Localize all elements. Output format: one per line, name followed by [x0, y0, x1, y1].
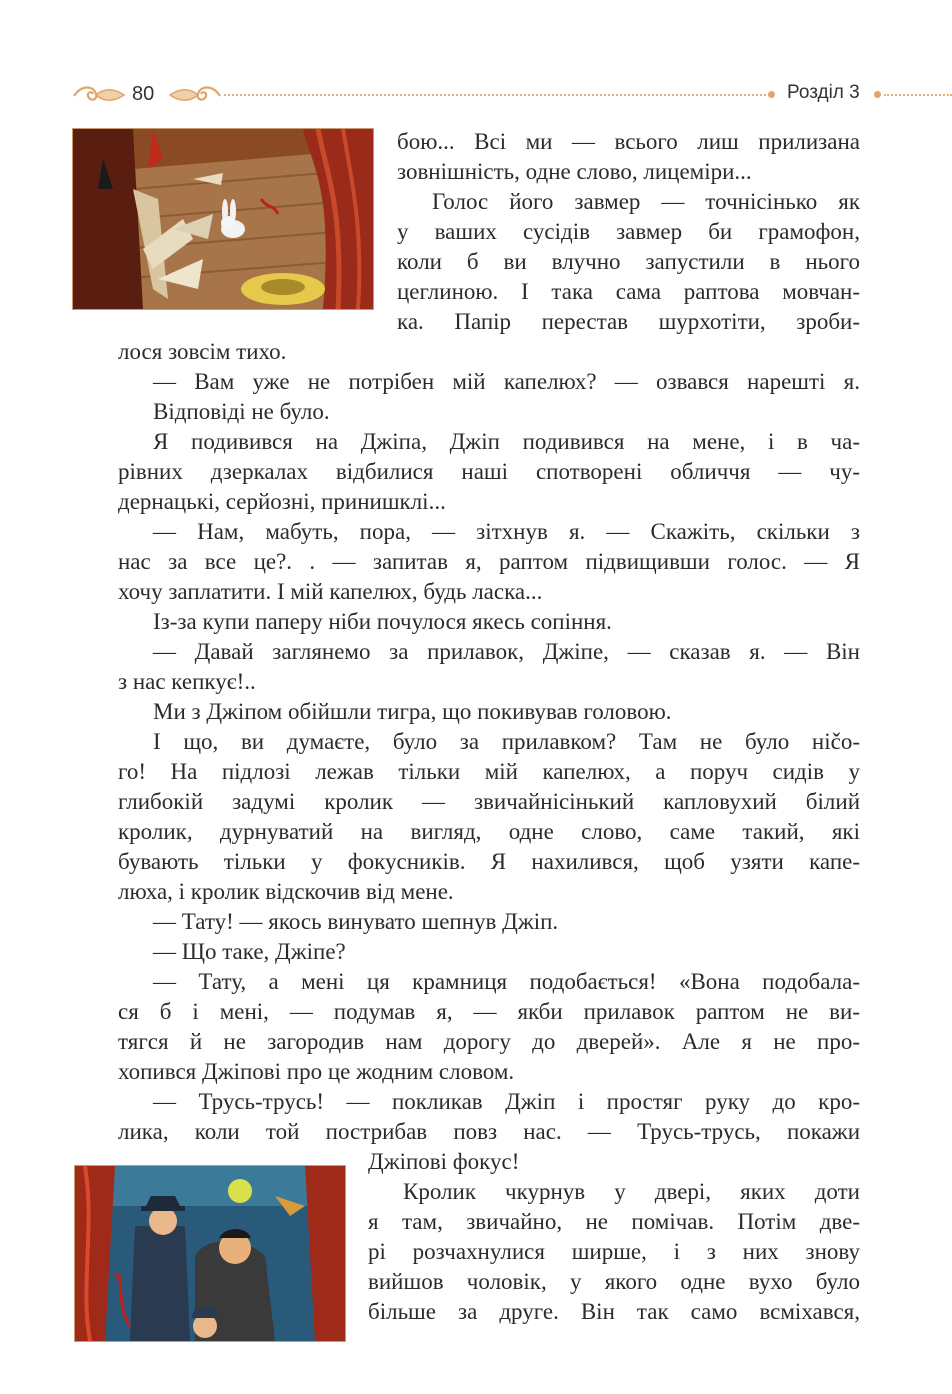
text-line: ка. Папір перестав шурхотіти, зроби-	[397, 309, 860, 334]
text-line: цеглиною. І така сама раптова мовчан-	[397, 279, 860, 304]
text-line: Джіпові фокус!	[368, 1149, 520, 1174]
text-line: Із-за купи паперу ніби почулося якесь сопіння.	[153, 609, 612, 634]
text-line: з нас кепкує!..	[118, 669, 256, 694]
text-line: го! На підлозі лежав тільки мій капелюх, а поруч сидів у	[118, 759, 860, 784]
text-line: бою... Всі ми — всього лиш прилизана	[397, 129, 860, 154]
text-line: Відповіді не було.	[153, 399, 330, 424]
page-number: 80	[132, 83, 155, 105]
text-line: у ваших сусідів завмер би грамофон,	[397, 219, 860, 244]
text-line: рівних дзеркалах відбилися наші спотворені обличчя — чу-	[118, 459, 860, 484]
text-line: кролик, дурнуватий на вигляд, одне слово, саме такий, які	[118, 819, 860, 844]
text-line: хочу заплатити. І мій капелюх, будь ласка...	[118, 579, 543, 604]
text-line: дернацькі, серйозні, принишклі...	[118, 489, 446, 514]
text-line: Я подивився на Джіпа, Джіп подивився на мене, і в ча-	[153, 429, 860, 454]
text-line: Кролик чкурнув у двері, яких доти	[403, 1179, 860, 1204]
text-line: коли б ви влучно запустили в нього	[397, 249, 860, 274]
text-line: лика, коли той пострибав повз нас. — Трусь-трусь, покажи	[118, 1119, 860, 1144]
text-line: — Тату, а мені ця крамниця подобається! «Вона подобала-	[153, 969, 860, 994]
text-line: — Тату! — якось винувато шепнув Джіп.	[153, 909, 559, 934]
text-line: — Вам уже не потрібен мій капелюх? — озвався нарешті я.	[153, 369, 860, 394]
text-line: І що, ви думаєте, було за прилавком? Там не було ніčо-	[153, 729, 860, 754]
text-line: ся б і мені, — подумав я, — якби прилавок раптом не ви-	[118, 999, 860, 1024]
text-line: — Давай заглянемо за прилавок, Джіпе, — сказав я. — Він	[153, 639, 860, 664]
text-line: хопився Джіпові про це жодним словом.	[118, 1059, 515, 1084]
text-line: більше за друге. Він так само всміхався,	[368, 1299, 860, 1324]
text-line: рі розчахнулися ширше, і з них знову	[368, 1239, 860, 1264]
text-line: нас за все це?. . — запитав я, раптом підвищивши голос. — Я	[118, 549, 860, 574]
text-line: лося зовсім тихо.	[118, 339, 287, 364]
text-line: глибокій задумі кролик — звичайнісінький капловухий білий	[118, 789, 860, 814]
text-line: люха, і кролик відскочив від мене.	[118, 879, 454, 904]
text-line: — Що таке, Джіпе?	[153, 939, 346, 964]
text-line: я там, звичайно, не помічав. Потім две-	[368, 1209, 860, 1234]
text-line: Голос його завмер — точнісінько як	[432, 189, 860, 214]
text-line: бувають тільки у фокусників. Я нахилився, щоб узяти капе-	[118, 849, 860, 874]
section-title: Розділ 3	[787, 82, 860, 103]
text-line: — Нам, мабуть, пора, — зітхнув я. — Скажіть, скільки з	[153, 519, 860, 544]
text-line: тягся й не загородив нам дорогу до дверей». Але я не про-	[118, 1029, 860, 1054]
text-line: — Трусь-трусь! — покликав Джіп і простяг руку до кро-	[153, 1089, 860, 1114]
text-line: зовнішність, одне слово, лицеміри...	[397, 159, 752, 184]
text-line: вийшов чоловік, у якого одне вухо було	[368, 1269, 860, 1294]
text-line: Ми з Джіпом обійшли тигра, що покивував головою.	[153, 699, 672, 724]
